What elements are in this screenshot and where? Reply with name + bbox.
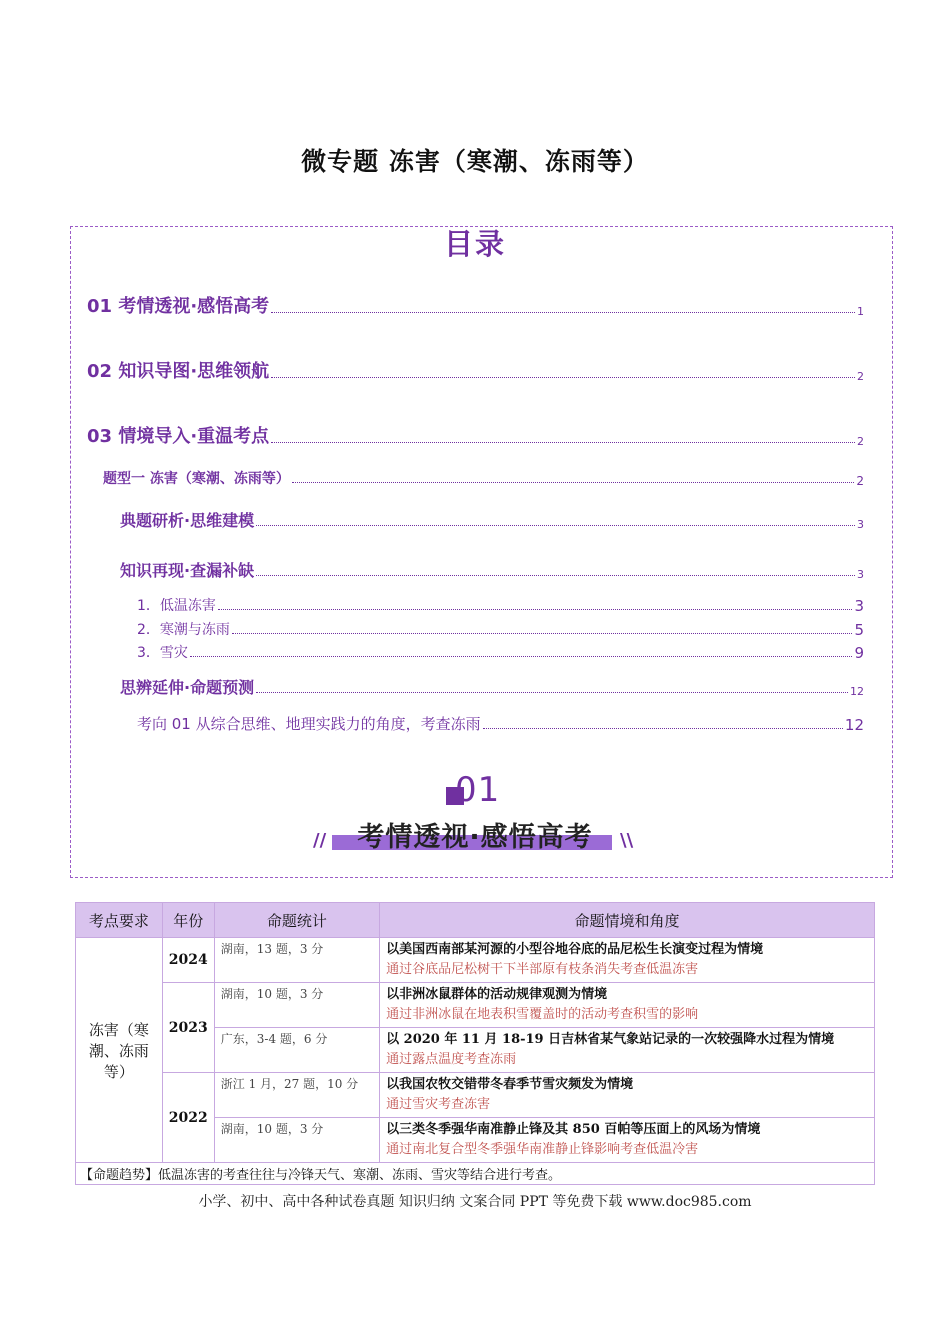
toc-item-page: 9 [854, 644, 864, 662]
table-header-cell: 命题情境和角度 [380, 903, 875, 938]
toc-item[interactable] [120, 508, 864, 531]
toc-leader [271, 311, 855, 313]
table-header-row [76, 903, 875, 938]
toc-leader [256, 524, 855, 526]
context-cell [380, 938, 875, 983]
table-row [76, 983, 875, 1028]
table-header-cell: 考点要求 [76, 903, 163, 938]
toc-item-text: 3．雪灾 [137, 645, 188, 661]
context-cell [380, 983, 875, 1028]
toc-item[interactable] [137, 713, 864, 734]
stat-cell: 湖南，10 题，3 分 [214, 1118, 379, 1163]
toc-item[interactable] [103, 468, 864, 488]
toc-item-page: 12 [844, 716, 864, 734]
year-cell: 2023 [162, 983, 214, 1073]
stat-cell: 湖南，13 题，3 分 [214, 938, 379, 983]
context-cell [380, 1073, 875, 1118]
toc-leader [190, 655, 853, 657]
toc-item-page: 5 [854, 621, 864, 639]
stat-cell: 广东，3-4 题，6 分 [214, 1028, 379, 1073]
angle-text: 通过雪灾考查冻害 [386, 1097, 491, 1112]
section-title: 考情透视·感悟高考 [357, 822, 593, 853]
toc-leader [232, 632, 853, 634]
angle-text: 通过非洲冰鼠在地表积雪覆盖时的活动考查积雪的影响 [386, 1007, 699, 1022]
toc-item[interactable] [87, 292, 864, 318]
trend-row [76, 1163, 875, 1185]
context-text: 以美国西南部某河源的小型谷地谷底的品尼松生长演变过程为情境 [386, 942, 764, 957]
context-text: 以 2020 年 11 月 18-19 日吉林省某气象站记录的一次较强降水过程为情境 [386, 1032, 835, 1047]
toc-item-text: 01 考情透视·感悟高考 [87, 296, 270, 317]
toc-leader [256, 574, 855, 576]
toc-item-page: 3 [857, 568, 864, 581]
toc-heading: 目录 [443, 227, 506, 261]
section-number: 01 [455, 770, 501, 810]
toc-leader [218, 608, 853, 610]
document-title: 微专题 冻害（寒潮、冻雨等） [301, 147, 649, 176]
toc-item[interactable] [137, 642, 864, 662]
context-cell [380, 1028, 875, 1073]
category-cell: 冻害（寒潮、冻雨等） [76, 938, 163, 1163]
toc-item-page: 3 [857, 518, 864, 531]
table-row [76, 938, 875, 983]
table-row [76, 1073, 875, 1118]
toc-item-text: 考向 01 从综合思维、地理实践力的角度，考查冻雨 [137, 715, 481, 733]
toc-leader [271, 376, 855, 378]
trend-text: 低温冻害的考查往往与冷锋天气、寒潮、冻雨、雪灾等结合进行考查。 [158, 1168, 562, 1183]
context-text: 以非洲冰鼠群体的活动规律观测为情境 [386, 987, 608, 1002]
angle-text: 通过露点温度考查冻雨 [386, 1052, 517, 1067]
context-text: 以我国农牧交错带冬春季节雪灾频发为情境 [386, 1077, 634, 1092]
toc-item-text: 典题研析·思维建模 [120, 511, 255, 530]
toc-item-page: 2 [857, 370, 864, 383]
trend-label: 【命题趋势】 [80, 1168, 159, 1183]
toc-item[interactable] [87, 357, 864, 383]
toc-item-text: 思辨延伸·命题预测 [120, 678, 255, 697]
slash-decoration-right: \\ [620, 830, 634, 851]
toc-item[interactable] [120, 558, 864, 581]
toc-item[interactable] [137, 595, 864, 615]
toc-item-text: 题型一 冻害（寒潮、冻雨等） [103, 471, 290, 487]
footer-text: 小学、初中、高中各种试卷真题 知识归纳 文案合同 PPT 等免费下载 www.doc985.com [198, 1194, 752, 1210]
slash-decoration-left: // [313, 830, 327, 851]
toc-item-text: 02 知识导图·思维领航 [87, 361, 270, 382]
stat-cell: 浙江 1 月，27 题，10 分 [214, 1073, 379, 1118]
toc-item-page: 3 [854, 597, 864, 615]
toc-item-page: 2 [857, 435, 864, 448]
toc-leader [483, 727, 843, 729]
angle-text: 通过南北复合型冬季强华南准静止锋影响考查低温冷害 [386, 1142, 699, 1157]
angle-text: 通过谷底品尼松树干下半部原有枝条消失考查低温冻害 [386, 962, 699, 977]
table-header-cell: 命题统计 [214, 903, 379, 938]
toc-item-text: 知识再现·查漏补缺 [120, 561, 255, 580]
toc-item-page: 12 [850, 685, 864, 698]
toc-leader [256, 691, 848, 693]
toc-leader [271, 441, 855, 443]
trend-cell [76, 1163, 875, 1185]
toc-item-text: 03 情境导入·重温考点 [87, 426, 270, 447]
toc-item-page: 2 [856, 474, 864, 488]
year-cell: 2024 [162, 938, 214, 983]
toc-item-page: 1 [857, 305, 864, 318]
toc-item[interactable] [87, 422, 864, 448]
toc-item-text: 2．寒潮与冻雨 [137, 622, 230, 638]
context-cell [380, 1118, 875, 1163]
table-header-cell: 年份 [162, 903, 214, 938]
context-text: 以三类冬季强华南准静止锋及其 850 百帕等压面上的风场为情境 [386, 1122, 761, 1137]
toc-item[interactable] [137, 619, 864, 639]
toc-leader [292, 481, 854, 483]
exam-info-table [75, 902, 875, 1185]
stat-cell: 湖南，10 题，3 分 [214, 983, 379, 1028]
year-cell: 2022 [162, 1073, 214, 1163]
toc-item-text: 1．低温冻害 [137, 598, 216, 614]
toc-item[interactable] [120, 675, 864, 698]
